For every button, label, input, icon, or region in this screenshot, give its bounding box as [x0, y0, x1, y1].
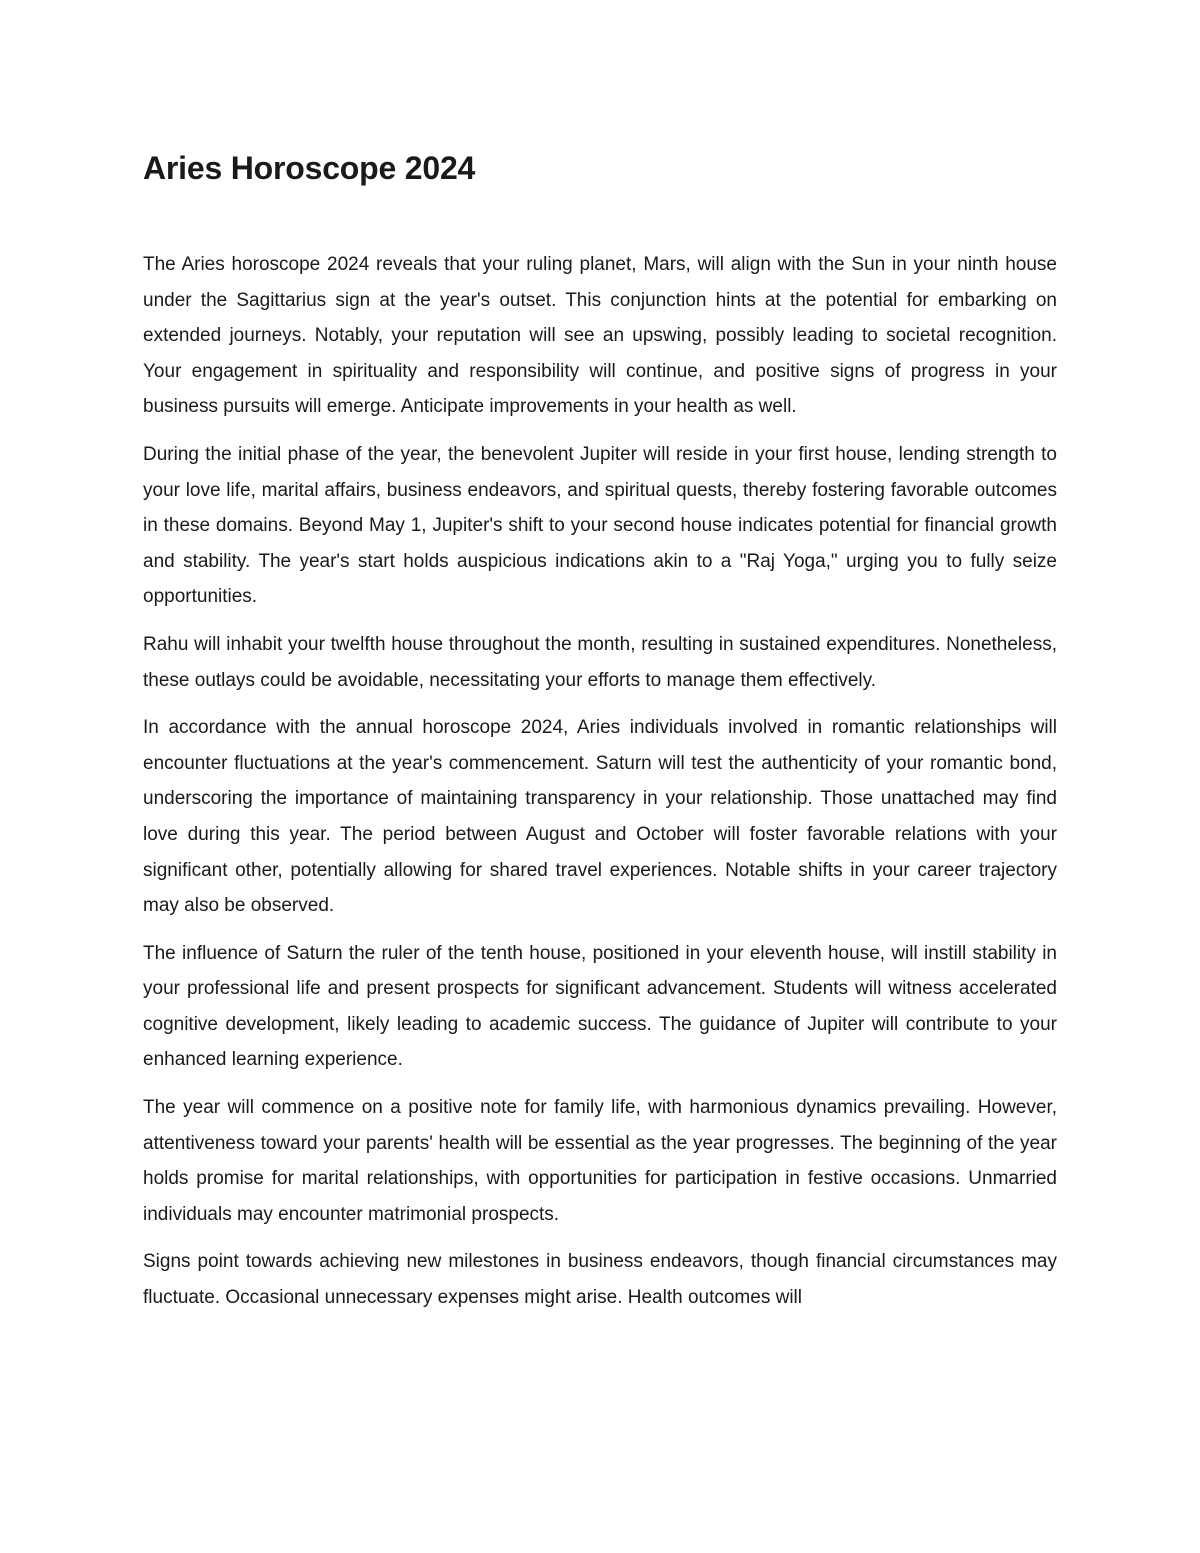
paragraph-business: Signs point towards achieving new milestones in business endeavors, though financial circumstances may fluctuate. Occasional unnecessary expenses might arise. Health outcomes will: [143, 1251, 1057, 1309]
document-page: [143, 0, 1057, 1553]
document-title: Aries Horoscope 2024: [143, 150, 476, 186]
paragraph-family: The year will commence on a positive note for family life, with harmonious dynamics prevailing. However, attentiveness toward your parents' health will be essential as the year progresses. The beginning of the year holds promise for marital relationships, with opportunities for participation in festive occasions. Unmarried individuals may encounter matrimonial prospects.: [143, 1097, 1057, 1225]
document-body: [143, 247, 1057, 1328]
paragraph-romance: In accordance with the annual horoscope 2024, Aries individuals involved in romantic relationships will encounter fluctuations at the year's commencement. Saturn will test the authenticity of your romantic bond, underscoring the importance of maintaining transparency in your relationship. Those unattached may find love during this year. The period between August and October will foster favorable relations with your significant other, potentially allowing for shared travel experiences. Notable shifts in your career trajectory may also be observed.: [143, 717, 1057, 917]
paragraph-ruling-planet: The Aries horoscope 2024 reveals that your ruling planet, Mars, will align with the Sun in your ninth house under the Sagittarius sign at the year's outset. This conjunction hints at the potential for embarking on extended journeys. Notably, your reputation will see an upswing, possibly leading to societal recognition. Your engagement in spirituality and responsibility will continue, and positive signs of progress in your business pursuits will emerge. Anticipate improvements in your health as well.: [143, 254, 1057, 418]
paragraph-career: The influence of Saturn the ruler of the tenth house, positioned in your eleventh house, will instill stability in your professional life and present prospects for significant advancement. Students will witness accelerated cognitive development, likely leading to academic success. The guidance of Jupiter will contribute to your enhanced learning experience.: [143, 942, 1057, 1071]
paragraph-rahu: Rahu will inhabit your twelfth house throughout the month, resulting in sustained expenditures. Nonetheless, these outlays could be avoidable, necessitating your efforts to manage them effectively.: [143, 633, 1057, 691]
paragraph-jupiter: During the initial phase of the year, the benevolent Jupiter will reside in your first house, lending strength to your love life, marital affairs, business endeavors, and spiritual quests, thereby fostering favorable outcomes in these domains. Beyond May 1, Jupiter's shift to your second house indicates potential for financial growth and stability. The year's start holds auspicious indications akin to a "Raj Yoga," urging you to fully seize opportunities.: [143, 443, 1057, 608]
